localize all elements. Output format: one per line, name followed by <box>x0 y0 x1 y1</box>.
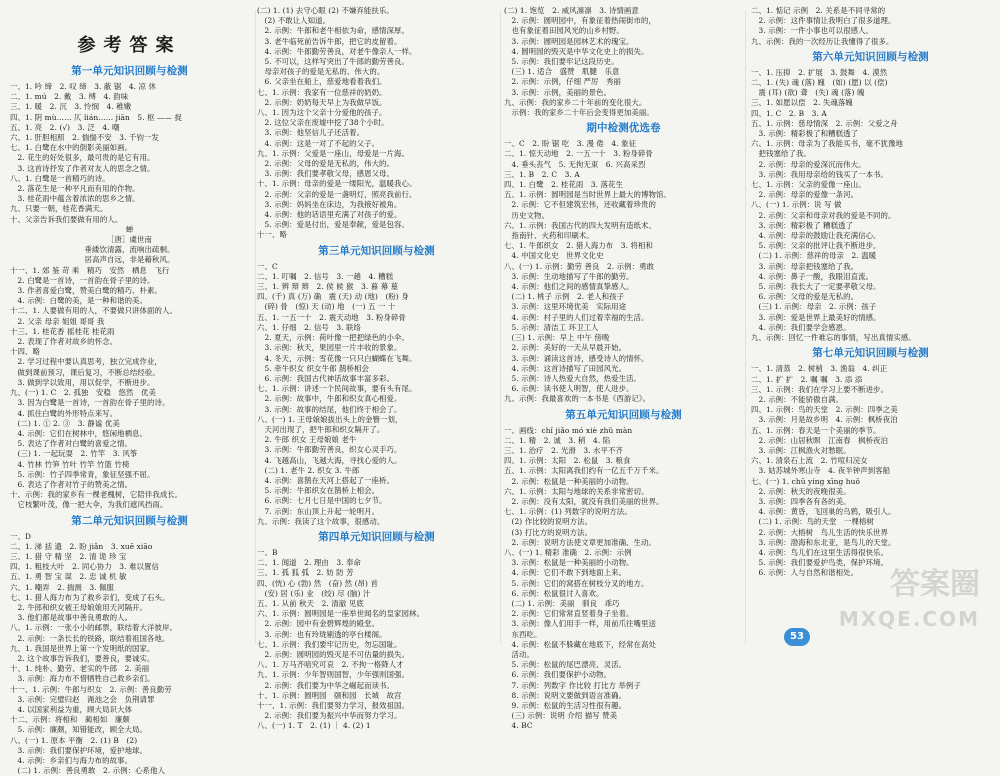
poem-line: 居高声自远，非是藉秋风。 <box>84 255 175 265</box>
answer-line: 三、1. 治疗 2. 光滑 3. 水平不齐 <box>504 445 623 455</box>
answer-line: 2. 示例：大榕树 鸟儿生活的快乐世界 <box>751 527 889 537</box>
answer-line: 一、C 2. 盼 锯 吃 3. 漫 倦 4. 象征 <box>504 139 637 149</box>
answer-line: 4. 示例：我们要学会感恩。 <box>751 322 851 332</box>
answer-line: 九、(一) 1. C 2. 孤独 安稳 悠然 优美 <box>10 388 156 398</box>
answer-line: 3. 示例：这里环境优美 实际用途 <box>504 302 627 312</box>
answer-line: 3. 示例：我们要孝敬父母，感恩父母。 <box>257 169 395 179</box>
answer-line: 4. 示例：这首诗描写了田园风光。 <box>504 363 627 373</box>
answer-line: 六、1. 肝胆相照 2. 惴惴不安 3. 千钧一发 <box>10 133 159 143</box>
answer-line: 3. 示例：母亲把钱塞给了我。 <box>751 261 859 271</box>
answer-line: 2. 示例：牛郎和老牛相依为命，感情深厚。 <box>257 26 410 36</box>
answer-line: 九、示例：我最喜欢的一本书是《西游记》。 <box>504 394 651 404</box>
answer-line: 九、示例：我读了这个故事，很感动。 <box>257 516 385 526</box>
answer-line: 3. 姑苏城外寒山寺 4. 夜半钟声到客船 <box>751 466 891 476</box>
answer-line: 二、1. (失) 魂 (落) 魄 (如) (愿) 以 (偿) <box>751 78 888 88</box>
answer-line: 2. 示例：示例，仔细 严厉 秀丽 <box>504 77 622 87</box>
answer-line: 3. 示例：他坚信儿子还活着。 <box>257 128 365 138</box>
answer-line: 3. 示例：精彩极了和糟糕透了 <box>751 129 859 139</box>
answer-line: 4. 垂头丧气 5. 无拘无束 6. 兴高采烈 <box>504 159 646 169</box>
answer-line: 3. 示例：松鼠是一种美丽的小动物。 <box>504 558 634 568</box>
answer-line: 2. 示例：一条长长的铁路，联结着祖国各地。 <box>10 633 170 643</box>
answer-line: 6. 示例：人与自然和谐相处。 <box>751 568 859 578</box>
answer-line: 3. 桂花雨中蕴含着浓浓的思乡之情。 <box>10 194 140 204</box>
answer-line: 九、1. 示例：父爱是一座山，母爱是一片海。 <box>257 148 410 158</box>
answer-line: 八、1. 万马齐喑究可哀 2. 不拘一格降人才 <box>257 660 404 670</box>
answer-line: 六、1. 示例：太阳与地球的关系非常密切。 <box>504 486 649 496</box>
answer-line: 六、1. 示例：圆明园是一座举世闻名的皇家园林。 <box>257 609 425 619</box>
answer-line: 八、(一) 1. 示例：说 写 做 <box>751 200 842 210</box>
answer-line: 5. 示例：清洁工 环卫工人 <box>504 322 599 332</box>
answer-line: 二、1. 扩 扩 2. 嘱 嘱 3. 添 添 <box>751 374 863 384</box>
answer-line: 4. 示例：母亲的鼓励让我充满信心。 <box>751 231 881 241</box>
answer-line: (二) 1. ① 2. ③ 3. 静谧 优美 <box>10 418 120 428</box>
answer-line: 3. 示例：也有玲珑剔透的亭台楼阁。 <box>257 629 387 639</box>
answer-line: 5. 牵牛织女 织女牛郎 鹊桥相会 <box>257 363 369 373</box>
answer-line: 七、1. 示例：讲述一个民间故事，要有头有尾。 <box>257 384 417 394</box>
answer-line: 3. 示例：示例，美丽的景色。 <box>504 87 612 97</box>
answer-line: 4. 示例：他们之间的感情真挚感人。 <box>504 282 634 292</box>
answer-line: 十、1. 纯朴、勤劳、老实的牛郎 2. 美丽 <box>10 664 150 674</box>
answer-line: (三) 1. 示例：早上 中午 傍晚 <box>504 333 610 343</box>
answer-line: 八、(一) 1. 示例：勤劳 善良 2. 示例：勇敢 <box>504 261 655 271</box>
answer-line: 3. 这首诗抒发了作者对友人的思念之情。 <box>10 163 155 173</box>
answer-line: 二、1. 叮嘱 2. 信号 3. 一趟 4. 糟糕 <box>257 271 394 281</box>
answer-line: 九、示例：我的家乡二十年前的变化很大。 <box>504 97 647 107</box>
answer-line: 四、1. 阴 mù…… 仄 lián…… jiān 5. 枢 —— 捉 <box>10 112 182 122</box>
answer-line: 4. 示例：这是一对了不起的父子。 <box>257 138 380 148</box>
answer-line: 4. 示例：喜鹊在天河上搭起了一座桥。 <box>257 475 395 485</box>
answer-line: 5. 示例：爱是付出，爱是奉献，爱是包容。 <box>257 220 410 230</box>
answer-line: 7. 示例：东山顶上升起一轮明月。 <box>257 506 380 516</box>
page-title: 参考答案 <box>77 35 182 56</box>
section-heading: 第一单元知识回顾与检测 <box>71 65 188 77</box>
answer-line: 二、1. 惊天动地 2. 一五一十 3. 粉身碎骨 <box>504 149 653 159</box>
answer-line: 它枝繁叶茂，像一把大伞，为我们遮风挡雨。 <box>10 500 168 510</box>
answer-line: 五、1. 亮 2. (√) 3. 泛 4. 嘲 <box>10 122 120 132</box>
answer-line: 3. 作者喜爱白鹭，赞美白鹭的精巧、朴素。 <box>10 286 163 296</box>
answer-line: 十、父亲告诉我们要做有用的人。 <box>10 214 123 224</box>
answer-line: 四、1. 白鹭 2. 桂花雨 3. 落花生 <box>504 180 623 190</box>
column-divider <box>255 10 256 644</box>
column-divider <box>500 10 501 644</box>
answer-line: 3. 做到学以致用，用以促学，不断进步。 <box>10 377 155 387</box>
answer-line: 5. 示例：我们要牢记这段历史。 <box>504 57 619 67</box>
answer-line: 4. 示例：松鼠不躲藏在地底下，经常在高处 <box>504 639 657 649</box>
answer-line: 历史文物。 <box>504 210 549 220</box>
answer-line: 天河出现了，把牛郎和织女隔开了。 <box>257 424 385 434</box>
answer-line: (二) 1. 示例：美丽 驯良 乖巧 <box>504 598 620 608</box>
answer-line: (二) 1. (1) 去守心眼 (2) 不嫌弃能扶乐。 <box>257 6 394 15</box>
answer-line: 3. 老牛临死前告诉牛郎，把它的皮留着。 <box>257 36 402 46</box>
answer-line: 2. 示例：园中有金碧辉煌的殿堂。 <box>257 619 380 629</box>
answer-line: 2. 示例：母亲的爱深沉而伟大。 <box>751 159 866 169</box>
answer-line: (二) 1. 示例：善良勇敢 2. 示例：心系他人 <box>10 766 166 776</box>
answer-line: 七、1. 示例：父亲的爱像一座山。 <box>751 180 866 190</box>
answer-line: 六、1. 示例：我国古代的四大发明有造纸术、 <box>504 220 657 230</box>
answer-line: 4. 示例：它们在树林中，悠闲地栖息。 <box>10 428 148 438</box>
answer-line: 2. 示例：父亲和母亲对我的爱是不同的。 <box>751 210 896 220</box>
answer-line: 3. 示例：秋天，果园里一片丰收的景象。 <box>257 343 402 353</box>
answer-line: 2. 示例：这件事情让我明白了很多道理。 <box>751 16 896 26</box>
answer-line: 七、1. 白鹭在水中的倒影美丽如画。 <box>10 143 133 153</box>
answer-line: 五、1. 示例：太阳离我们约有一亿五千万千米。 <box>504 466 664 476</box>
answer-line: 5. 示例：松鼠的尾巴漂亮、灵活。 <box>504 660 627 670</box>
answer-line: 一、1. 吟 缔 2. 叹 缔 3. 蔽 锯 4. 凉 休 <box>10 82 156 91</box>
answer-line: 五、1. 从前 秋天 2. 清澈 见底 <box>257 598 364 608</box>
answer-line: 八、1. 示例：一张小小的邮票，联结着大洋彼岸。 <box>10 623 178 633</box>
answer-line: 2. 示例：父亲的爱是一盏明灯，照亮我前行。 <box>257 189 417 199</box>
answer-line: 指南针、火药和印刷术。 <box>504 231 594 241</box>
answer-line: (安) 居 (乐) 业 (绞) 尽 (脑) 汁 <box>257 588 371 598</box>
answer-line: 6. 示例：松鼠很讨人喜欢。 <box>504 588 604 598</box>
answer-line: 4. 示例：鼻子一酸，我眼泪直流。 <box>751 271 874 281</box>
poem-line: ［唐］虞世南 <box>107 235 152 245</box>
answer-line: 5. 示例：廉颇，知错能改，顾全大局。 <box>10 725 148 735</box>
answer-line: 八、1. 白鹭是一首精巧的诗。 <box>10 173 110 183</box>
answer-line: 东西吃。 <box>504 629 542 639</box>
answer-line: (三) 1. 示例：母亲 2. 示例：孩子 <box>751 302 877 312</box>
answer-line: 7. 示例：列数字 作比较 打比方 举例子 <box>504 680 641 690</box>
answer-line: (2) 不敢让人知道。 <box>257 16 331 26</box>
answer-line: 四、(千) 真 (万) 确 震 (天) 动 (地) (粉) 身 <box>257 292 409 302</box>
answer-line: 2. 示例：它不但建筑宏伟，还收藏着珍贵的 <box>504 200 657 210</box>
answer-line: 4. 冬天，示例：雪花像一只只白蝴蝶在飞舞。 <box>257 353 417 363</box>
answer-line: 5. 示例：竹子四季常青，象征坚强不屈。 <box>10 469 155 479</box>
answer-line: 五、1. 勇 智 宝 谋 2. 忠 诚 机 敏 <box>10 572 127 582</box>
answer-line: 母亲对孩子的爱是无私的、伟大的。 <box>257 67 385 77</box>
answer-line: 三、1. B 2. C 3. A <box>504 169 580 179</box>
answer-line: 一、B <box>257 547 278 557</box>
answer-line: 九、1. 示例：少年智则国智，少年强则国强。 <box>257 670 410 680</box>
answer-line: 2. 示例：美好的一天从早晨开始。 <box>504 343 627 353</box>
answer-line: 2. 牛郎 织女 王母娘娘 老牛 <box>257 435 357 445</box>
answer-line: 3. 示例：故事的结尾，他们终于相会了。 <box>257 404 402 414</box>
answer-line: 2. 牛郎和织女被王母娘娘用天河隔开。 <box>10 602 148 612</box>
answer-line: 2. 示例：故事中，牛郎和织女真心相爱。 <box>257 394 402 404</box>
answer-line: 3. 因为白鹭是一首诗，一首韵在骨子里的诗。 <box>10 398 170 408</box>
answer-line: 5. 示例：诗人热爱大自然，热爱生活。 <box>504 373 642 383</box>
answer-line: 二、1. 涕 括 遗 2. 盼 jiǎn 3. xuē xiāo <box>10 541 153 551</box>
answer-line: 十一、1. 示例：我们要努力学习，报效祖国。 <box>257 701 410 710</box>
answer-line: 十一、略 <box>257 230 287 240</box>
answer-line: 3. 示例：我用母亲给的钱买了一本书。 <box>751 169 889 179</box>
answer-line: 五、1. 示例：慈母情深 2. 示例：父爱之舟 <box>751 118 898 128</box>
answer-line: 5. 示例：牛郎织女在鹊桥上相会。 <box>257 486 380 496</box>
answer-line: 4. BC <box>504 721 533 731</box>
answer-line: 七、1. 示例：我们要牢记历史，勿忘国耻。 <box>257 639 402 649</box>
answer-line: 八、(一) 1. 精彩 准确 2. 示例：示例 <box>504 547 632 557</box>
column-divider <box>745 10 746 644</box>
answer-line: 6. 表达了作者对竹子的赞美之情。 <box>10 479 133 489</box>
answer-line: 震 (耳) (欲) 聋 (失) 魂 (落) 魄 <box>751 88 865 98</box>
answer-line: 3. 示例：妈妈坐在床边，为我掖好被角。 <box>257 199 402 209</box>
answer-line: 6. 示例：读书使人明智，使人进步。 <box>504 384 634 394</box>
answer-line: 3. 示例：月是故乡明 4. 示例：枫桥夜泊 <box>751 415 898 425</box>
answer-line: (2) 作比较的说明方法。 <box>504 517 593 527</box>
answer-line: 4. 圆明园的毁灭是中华文化史上的损失。 <box>504 46 649 56</box>
answer-line: 九、示例：回忆一件难忘的事情，写出真情实感。 <box>751 333 916 343</box>
answer-line: 十二、1. 人要做有用的人，不要做只讲体面的人。 <box>10 306 178 316</box>
answer-line: 4. 以国家利益为重，顾大局识大体 <box>10 704 133 714</box>
section-heading: 期中检测优选卷 <box>586 122 661 135</box>
answer-line: 6. 示例：我们要保护小动物。 <box>504 670 612 680</box>
answer-line: 3. 示例：海力布不惜牺牲自己救乡亲们。 <box>10 674 155 684</box>
answer-line: 5. 示例：父亲的批评让我不断进步。 <box>751 241 881 251</box>
answer-line: 2. 表现了作者对故乡的怀念。 <box>10 337 118 347</box>
answer-line: 2. 示例：松鼠是一种美丽的小动物。 <box>504 476 634 486</box>
answer-line: 示例：我的家乡二十年后会变得更加美丽。 <box>504 108 654 118</box>
watermark-domain: MXQE.COM <box>838 607 980 631</box>
answer-line: 十、1. 示例：母亲的爱是一缕阳光，温暖我心。 <box>257 179 417 189</box>
answer-line: 八、(一) 1. T 2. (1) ｜ 4. (2) 1 <box>257 721 371 731</box>
answer-line: 二、1. 闻道 2. 理由 3. 奉命 <box>257 558 362 568</box>
answer-line: 9. 示例：松鼠的生活习性很有趣。 <box>504 701 627 710</box>
answer-line: 2. 花生的好处很多，最可贵的是它有用。 <box>10 153 155 163</box>
section-heading: 第二单元知识回顾与检测 <box>71 514 188 527</box>
answer-line: 4. 飞越高山，飞越大海，寻找心爱的人。 <box>257 455 402 465</box>
page-number-badge: 53 <box>784 628 810 646</box>
answer-line: (二) 1. 饱览 2. 威风凛凛 3. 诗情画意 <box>504 6 639 15</box>
answer-line: 十一、1. 郊 鉴 苛 乘 精巧 安然 栖息 飞行 <box>10 265 170 275</box>
answer-line: 3. 示例：像人们用手一样，用前爪往嘴里送 <box>504 619 657 629</box>
answer-line: 2. 示例：不能骄傲自满。 <box>751 394 844 404</box>
answer-line: 四、1. 粗枝大叶 2. 同心协力 3. 难以置信 <box>10 562 159 572</box>
answer-line: 九、1. 我国是世界上第一个发明纸的国家。 <box>10 643 155 653</box>
answer-line: (3) 打比方的说明方法。 <box>504 527 593 537</box>
answer-line: 4. 示例：鸟儿们在这里生活得很快乐。 <box>751 547 889 557</box>
answer-line: 二、1. 精 2. 诚 3. 稍 4. 陷 <box>504 435 611 445</box>
answer-line: 六、1. 仔细 2. 信号 3. 联络 <box>257 322 362 332</box>
answer-line: 2. 示例：圆明园中，有象征着热闹街市的， <box>504 16 657 26</box>
answer-line: 4. 示例：白鹭的美，是一种和谐的美。 <box>10 296 148 306</box>
answer-line: 八、1. 因为这个父亲十分爱他的孩子。 <box>257 108 387 118</box>
answer-line: 七、1. 猎人海力布为了救乡亲们，变成了石头。 <box>10 592 170 602</box>
answer-line: 2. 示例：我们要为振兴中华而努力学习。 <box>257 711 402 721</box>
answer-line: 六、1. 示例：母亲为了我能买书，毫不犹豫地 <box>751 139 904 149</box>
answer-line: 3. 示例：诵读这首诗，感受诗人的情怀。 <box>504 353 649 363</box>
answer-line: 七、1. 牛郎织女 2. 猎人海力布 3. 将相和 <box>504 241 653 251</box>
answer-line: (二) 1. 桃子 示例 2. 老人和孩子 <box>504 292 625 302</box>
answer-line: 二、1. mú 2. 戴 3. 缚 4. 韵味 <box>10 92 129 102</box>
answer-line: 三、1. 辨 辩 辫 2. 侯 候 猴 3. 暮 幕 墓 <box>257 282 399 292</box>
answer-line: 十四、略 <box>10 347 40 357</box>
answer-line: 3. 示例：渤海和东北亚，是鸟儿的天堂。 <box>751 537 896 547</box>
answer-line: 五、1. 示例：圆明园是当时世界上最大的博物馆。 <box>504 190 672 200</box>
answer-line: 5. 不可以，这样写突出了牛郎的勤劳善良。 <box>257 57 410 67</box>
answer-line: (碎) 骨 (惊) 天 (动) 地 (一) 五 一 十 <box>257 302 396 312</box>
answer-line: 6. 示例：父母的爱是无私的。 <box>751 292 859 302</box>
answer-line: 2. 学习过程中要认真思考，独立完成作业， <box>10 357 163 367</box>
answer-line: 一、画线：chǐ jiǎo mó xiè zhǔ màn <box>504 425 633 435</box>
answer-line: 三、1. 如愿以偿 2. 失魂落魄 <box>751 98 853 108</box>
answer-line: 3. 示例：爱是世界上最美好的情感。 <box>751 312 881 322</box>
answer-line: 3. 示例：完璧归赵 渑池之会 负荆请罪 <box>10 694 155 704</box>
answer-line: 三、1. 猎 守 精 坚 2. 清 诡 珍 宝 <box>10 551 127 561</box>
section-heading: 第六单元知识回顾与检测 <box>812 50 929 63</box>
answer-line: (二) 1. 老牛 2. 织女 3. 牛郎 <box>257 465 360 475</box>
answer-line: 4. 示例：他的话语里充满了对孩子的爱。 <box>257 210 402 220</box>
answer-line: 十、示例：我的家乡有一棵老槐树，它陪伴我成长。 <box>10 490 183 500</box>
answer-line: 二、1. 惦记 示例 2. 关系是不同寻常的 <box>751 6 886 15</box>
answer-line: 2. 示例：我们要为中华之崛起而读书。 <box>257 680 395 690</box>
answer-line: 2. 示例：奶奶每天早上为我做早饭。 <box>257 97 387 107</box>
section-heading: 第五单元知识回顾与检测 <box>565 408 682 421</box>
poem-line: 蝉 <box>125 224 134 234</box>
answer-line: 2. 示例：山居秋暝 江南春 枫桥夜泊 <box>751 435 889 445</box>
answer-line: 一、1. 压抑 2. 扩展 3. 鼓舞 4. 漠然 <box>751 67 888 77</box>
answer-line: 3. 示例：精彩极了 糟糕透了 <box>751 220 854 230</box>
answer-line: 四、1. 示例：太阳 2. 松鼠 3. 粮食 <box>504 456 631 466</box>
section-heading: 第四单元知识回顾与检测 <box>318 530 435 543</box>
answer-line: 8. 示例：说明文要做到语言准确。 <box>504 690 627 700</box>
answer-line: 七、(一) 1. chū yíng xīng huǒ <box>751 476 861 486</box>
answer-line: 也有象征着田园风光的山乡村野。 <box>504 26 624 36</box>
answer-line: 3. 示例：一件小事也可以很感人。 <box>751 26 874 36</box>
answer-line: (二) 1. 示例：鸟的天堂 一棵榕树 <box>751 517 874 527</box>
answer-line: 4. 示例：它们不敢下到地面上来。 <box>504 568 627 578</box>
answer-line: 2. 落花生是一种平凡而有用的作物。 <box>10 184 140 194</box>
answer-line: 三、1. 示例：我们在学习上要不断进步。 <box>751 384 889 394</box>
answer-line: 5. 表达了作者对白鹭的喜爱之情。 <box>10 439 133 449</box>
answer-line: 4. 抓住白鹭的外形特点来写。 <box>10 408 118 418</box>
answer-line: 5. 示例：它们的窝搭在树枝分叉的地方。 <box>504 578 649 588</box>
answer-line: 5. 示例：我们要爱护鸟类，保护环境。 <box>751 558 889 568</box>
answer-line: 6. 示例：我国古代神话故事丰富多彩。 <box>257 373 395 383</box>
answer-line: 八、(一) 1. 王母娘娘拔出头上的金簪一划， <box>257 414 403 424</box>
answer-line: 十二、示例：将相和 蔺相如 廉颇 <box>10 715 130 725</box>
answer-line: 一、C <box>257 261 278 271</box>
answer-line: 4. 竹林 竹笋 竹叶 竹竿 竹篮 竹椅 <box>10 459 130 469</box>
answer-line: 3. 示例：江枫渔火对愁眠。 <box>751 445 851 455</box>
answer-line: 3. 示例：生动地描写了牛郎的勤劳。 <box>504 271 634 281</box>
answer-line: 2. 示例：母亲的爱像一条河。 <box>751 190 859 200</box>
answer-line: 把钱塞给了我。 <box>751 149 811 159</box>
answer-line: 三、1. 暖 2. 沉 3. 怜悯 4. 稚嫩 <box>10 102 132 112</box>
answer-line: 2. 这位父亲在废墟中挖了38个小时。 <box>257 118 389 128</box>
answer-line: 九、只要一朝，桂花香满天。 <box>10 204 108 214</box>
column-3 <box>504 6 743 731</box>
answer-line: 十、1. 示例：圆明园 颐和园 长城 故宫 <box>257 690 402 700</box>
answer-line: 三、1. 孤 狐 弧 2. 妨 防 芳 <box>257 568 354 578</box>
answer-line: 一、D <box>10 531 32 541</box>
section-heading: 第七单元知识回顾与检测 <box>812 347 929 360</box>
answer-line: 一、1. 清蒸 2. 树梢 3. 渔翁 4. 纠正 <box>751 364 888 374</box>
answer-line: 2. 这个故事告诉我们，要善良，要诚实。 <box>10 653 155 663</box>
answer-line: 3. 示例：圆明园是园林艺术的瑰宝。 <box>504 36 634 46</box>
answer-line: 6. 示例：七月七日是中国的七夕节。 <box>257 496 387 506</box>
answer-line: (三) 1. 适合 盛赞 肌腱 乐意 <box>504 67 620 77</box>
answer-line: 八、(一) 1. 原本 平衡 2. (1) B (2) <box>10 735 138 745</box>
answer-line: 七、1. 示例：我家有一位慈祥的奶奶。 <box>257 87 387 97</box>
watermark-text: 答案圈 <box>890 567 980 602</box>
answer-line: 六、1. 清泉石上流 2. 竹喧归浣女 <box>751 456 868 466</box>
answer-line: (二) 1. 示例：慈祥的母亲 2. 温暖 <box>751 251 877 261</box>
answer-line: 4. 中国文化史 世界文化史 <box>504 251 604 261</box>
answer-line: 2. 白鹭是一首诗，一首韵在骨子里的诗。 <box>10 275 155 285</box>
answer-line: (三) 示例：说明 介绍 描写 赞美 <box>504 711 618 721</box>
answer-line: 六、1. 嘲弄 2. 揣测 3. 佩服 <box>10 582 115 592</box>
answer-line: 2. 示例：圆明园的毁灭是不可估量的损失。 <box>257 649 410 659</box>
answer-line: 四、(恍) 心 (勃) 然 (奋) 然 (昂) 首 <box>257 578 378 588</box>
answer-line: 2. 示例：它们常常直竖着身子坐着。 <box>504 609 634 619</box>
column-4 <box>751 6 990 644</box>
answer-line: 2. 示例：说明方法使文章更加准确、生动。 <box>504 537 657 547</box>
column-1 <box>10 6 249 776</box>
answer-line: 5. 示例：我长大了一定要孝敬父母。 <box>751 282 881 292</box>
answer-line: 2. 夏天，示例：荷叶像一把把绿色的小伞。 <box>257 333 410 343</box>
answer-line: 4. 示例：乡亲们与海力布的故事。 <box>10 756 133 765</box>
answer-line: 十三、1. 桂花香 摇桂花 桂花雨 <box>10 326 115 336</box>
column-2 <box>257 6 496 731</box>
answer-line: 四、1. C 2. B 3. A <box>751 108 827 118</box>
answer-line: 四、1. 示例：鸟的天堂 2. 示例：四季之美 <box>751 405 898 415</box>
answer-line: 2. 示例：秋天的夜晚很美。 <box>751 486 851 496</box>
answer-line: 做到课前预习，课后复习，不断总结经验。 <box>10 367 160 377</box>
answer-line: 4. 示例：村子里的人们过着幸福的生活。 <box>504 312 649 322</box>
answer-line: 五、1. 示例：春天是一个美丽的季节。 <box>751 425 881 435</box>
answer-line: 五、1. 一五一十 2. 震天动地 3. 粉身碎骨 <box>257 312 406 322</box>
answer-line: 4. 示例：牛郎勤劳善良，对老牛像亲人一样。 <box>257 46 417 56</box>
answer-line: 3. 示例：牛郎勤劳善良，织女心灵手巧。 <box>257 445 402 455</box>
answer-line: 3. 示例：四季各有各的美。 <box>751 496 851 506</box>
answer-line: 3. 示例：我们要保护环境，爱护地球。 <box>10 745 148 755</box>
answer-line: 6. 父亲坐在船上，慈爱地看着我们。 <box>257 77 387 87</box>
answer-line: (三) 1. 一起玩耍 2. 竹竿 3. 风筝 <box>10 449 138 459</box>
watermark-logo <box>839 568 980 636</box>
answer-line: 十一、1. 示例：牛郎与织女 2. 示例：善良勤劳 <box>10 684 172 694</box>
answer-line: 2. 示例：没有太阳，就没有我们美丽的世界。 <box>504 496 664 506</box>
answer-line: 七、1. 示例：(1) 列数字的说明方法。 <box>504 507 632 517</box>
answer-line: 九、示例：我的一次经历让我懂得了很多。 <box>751 36 894 46</box>
answer-line: 活动。 <box>504 649 534 659</box>
answer-line: 4. 示例：黄昏，飞回巢的乌鸦，吸引人。 <box>751 507 896 517</box>
answer-line: 2. 示例：父母的爱是无私的，伟大的。 <box>257 159 395 169</box>
section-heading: 第三单元知识回顾与检测 <box>318 244 435 257</box>
poem-line: 垂緌饮清露，流响出疏桐。 <box>84 245 175 255</box>
answer-line: 2. 父亲 母亲 姐姐 哥哥 我 <box>10 316 105 326</box>
answer-line: 3. 他们都是故事中善良勇敢的人。 <box>10 613 133 623</box>
